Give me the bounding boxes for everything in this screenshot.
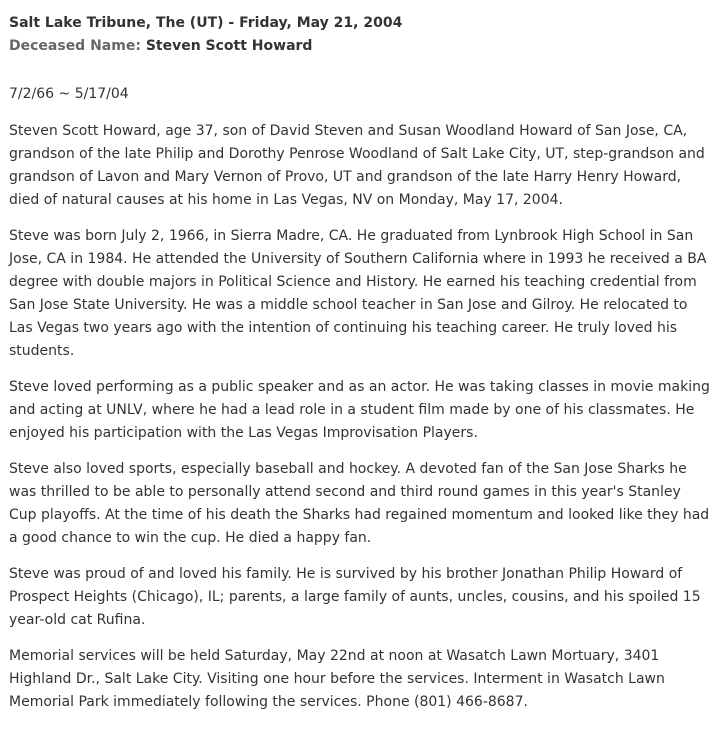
deceased-name: Steven Scott Howard [145,38,313,54]
source-line: Salt Lake Tribune, The (UT) - Friday, May 21, 2004 [9,15,403,31]
paragraph-family: Steve was proud of and loved his family. He is survived by his brother Jonathan Philip Howard of Prospect Heights (Chicago), IL; parents, a large family of aunts, uncles, cousins, and his spoiled 15 year-old cat Rufina. [9,566,701,628]
paragraph-services: Memorial services will be held Saturday, May 22nd at noon at Wasatch Lawn Mortuary, 3401 Highland Dr., Salt Lake City. Visiting one hour before the services. Interment in Wasatch Lawn Memorial Park immediately following the services. Phone (801) 466-8687. [9,648,665,710]
paragraph-education: Steve was born July 2, 1966, in Sierra Madre, CA. He graduated from Lynbrook High School in San Jose, CA in 1984. He attended the University of Southern California where in 1993 he received a BA degree with double majors in Political Science and History. He earned his teaching credential from San Jose State University. He was a middle school teacher in San Jose and Gilroy. He relocated to Las Vegas two years ago with the intention of continuing his teaching career. He truly loved his students. [9,228,707,359]
paragraph-performing: Steve loved performing as a public speaker and as an actor. He was taking classes in movie making and acting at UNLV, where he had a lead role in a student film made by one of his classmates. He enjoyed his participation with the Las Vegas Improvisation Players. [9,379,710,441]
paragraph-sports: Steve also loved sports, especially baseball and hockey. A devoted fan of the San Jose Sharks he was thrilled to be able to personally attend second and third round games in this year's Stanley Cup playoffs. At the time of his death the Sharks had regained momentum and looked like they had a good chance to win the cup. He died a happy fan. [9,461,710,546]
life-dates: 7/2/66 ~ 5/17/04 [9,86,129,102]
deceased-label: Deceased Name: [9,38,141,54]
deceased-line [9,35,710,58]
paragraph-intro: Steven Scott Howard, age 37, son of David Steven and Susan Woodland Howard of San Jose, CA, grandson of the late Philip and Dorothy Penrose Woodland of Salt Lake City, UT, step-grandson and grandson of Lavon and Mary Vernon of Provo, UT and grandson of the late Harry Henry Howard, died of natural causes at his home in Las Vegas, NV on Monday, May 17, 2004. [9,123,705,208]
